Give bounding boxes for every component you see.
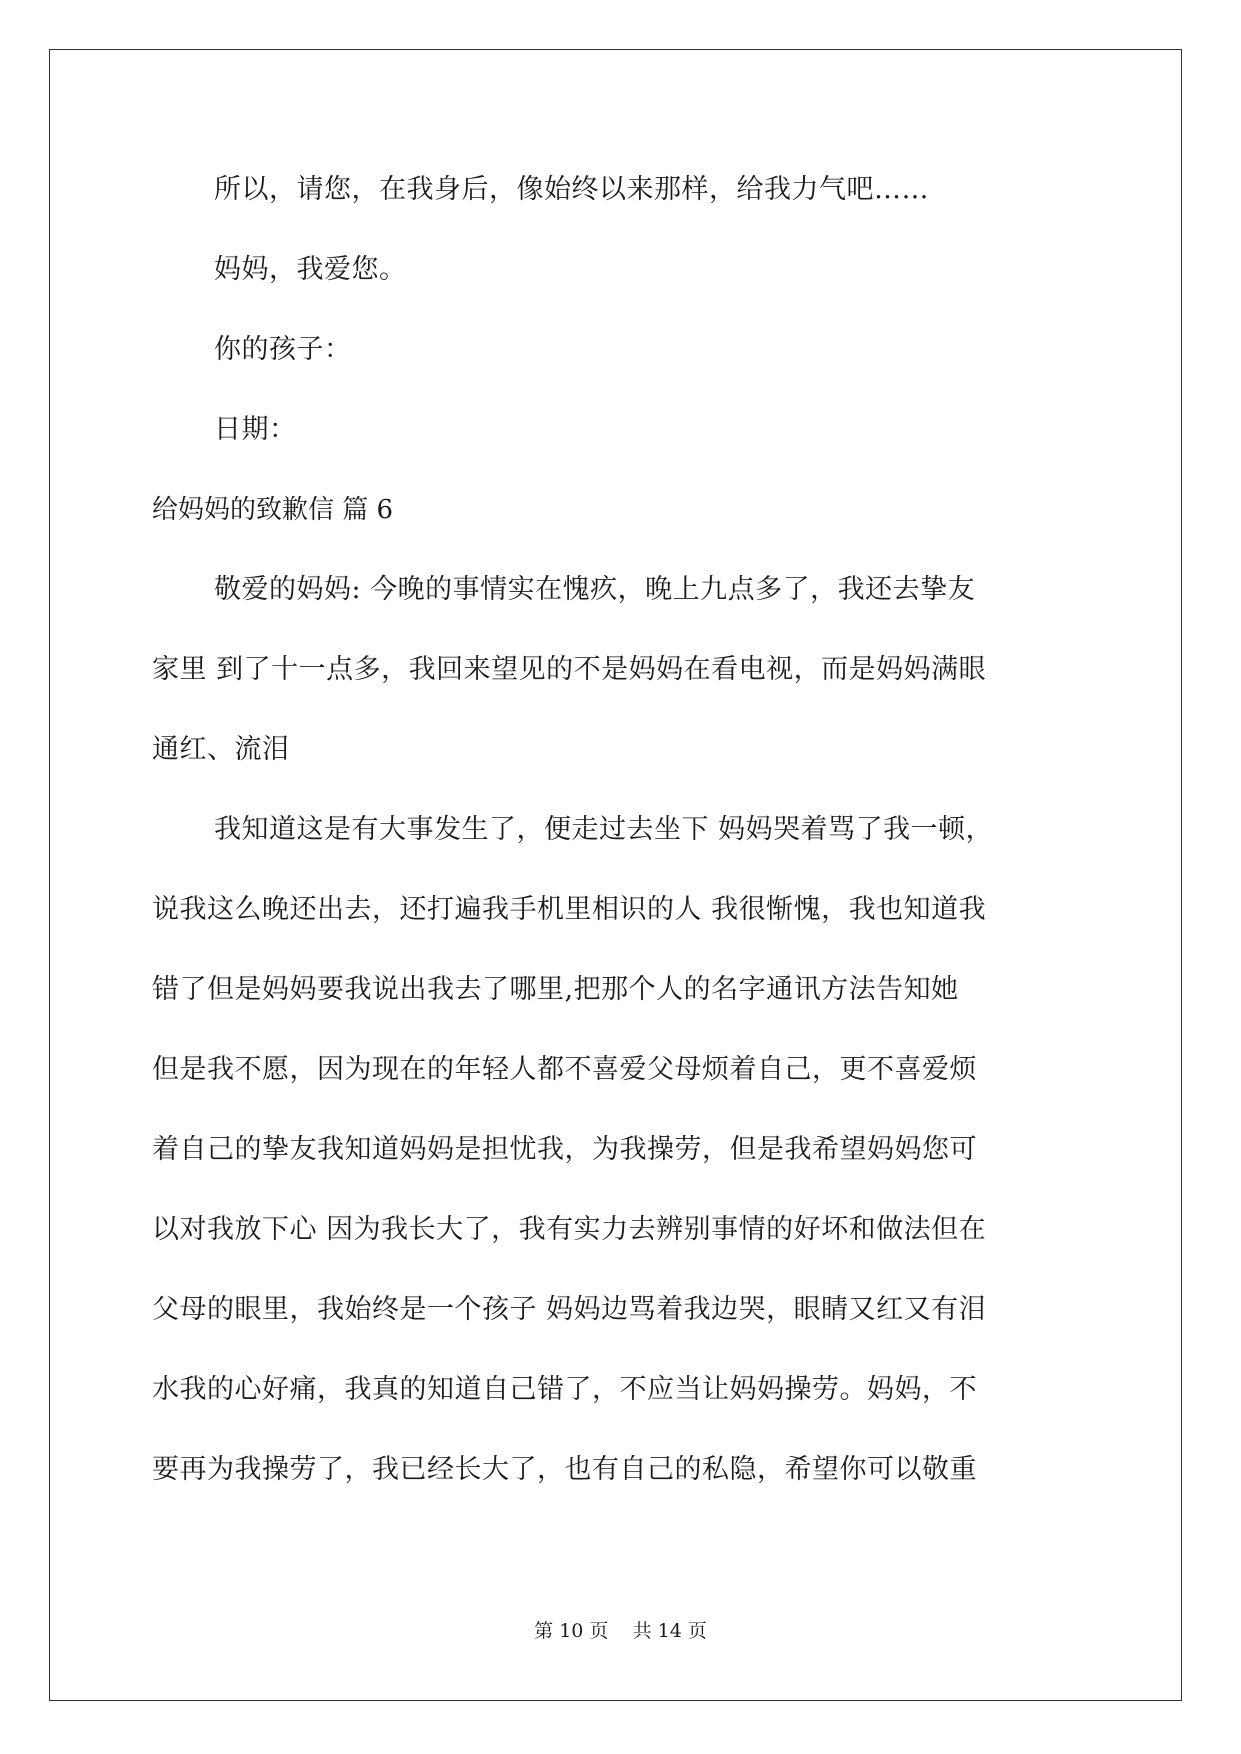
date-line: 日期： bbox=[214, 414, 297, 445]
body-line: 以对我放下心 因为我长大了，我有实力去辨别事情的好坏和做法但在 bbox=[152, 1214, 987, 1245]
body-line: 着自己的挚友我知道妈妈是担忧我，为我操劳，但是我希望妈妈您可 bbox=[152, 1134, 977, 1165]
closing-line-2: 妈妈，我爱您。 bbox=[214, 254, 407, 285]
closing-line-1: 所以，请您，在我身后，像始终以来那样，给我力气吧…… bbox=[214, 174, 929, 205]
body-line: 说我这么晚还出去，还打遍我手机里相识的人 我很惭愧，我也知道我 bbox=[152, 894, 987, 925]
body-line: 家里 到了十一点多，我回来望见的不是妈妈在看电视，而是妈妈满眼 bbox=[152, 654, 987, 685]
page-number: 第 10 页 共 14 页 bbox=[534, 1620, 707, 1642]
body-line: 我知道这是有大事发生了，便走过去坐下 妈妈哭着骂了我一顿， bbox=[214, 814, 994, 845]
body-line: 错了但是妈妈要我说出我去了哪里,把那个人的名字通讯方法告知她 bbox=[152, 974, 959, 1005]
body-line: 通红、流泪 bbox=[152, 734, 290, 765]
signature-line: 你的孩子： bbox=[214, 334, 352, 365]
body-line: 敬爱的妈妈: 今晚的事情实在愧疚，晚上九点多了，我还去挚友 bbox=[214, 574, 976, 605]
body-line: 要再为我操劳了，我已经长大了，也有自己的私隐，希望你可以敬重 bbox=[152, 1454, 977, 1485]
body-line: 但是我不愿，因为现在的年轻人都不喜爱父母烦着自己，更不喜爱烦 bbox=[152, 1054, 977, 1085]
body-line: 水我的心好痛，我真的知道自己错了，不应当让妈妈操劳。妈妈，不 bbox=[152, 1374, 977, 1405]
section-title: 给妈妈的致歉信 篇 6 bbox=[152, 495, 394, 525]
body-line: 父母的眼里，我始终是一个孩子 妈妈边骂着我边哭，眼睛又红又有泪 bbox=[152, 1294, 987, 1325]
